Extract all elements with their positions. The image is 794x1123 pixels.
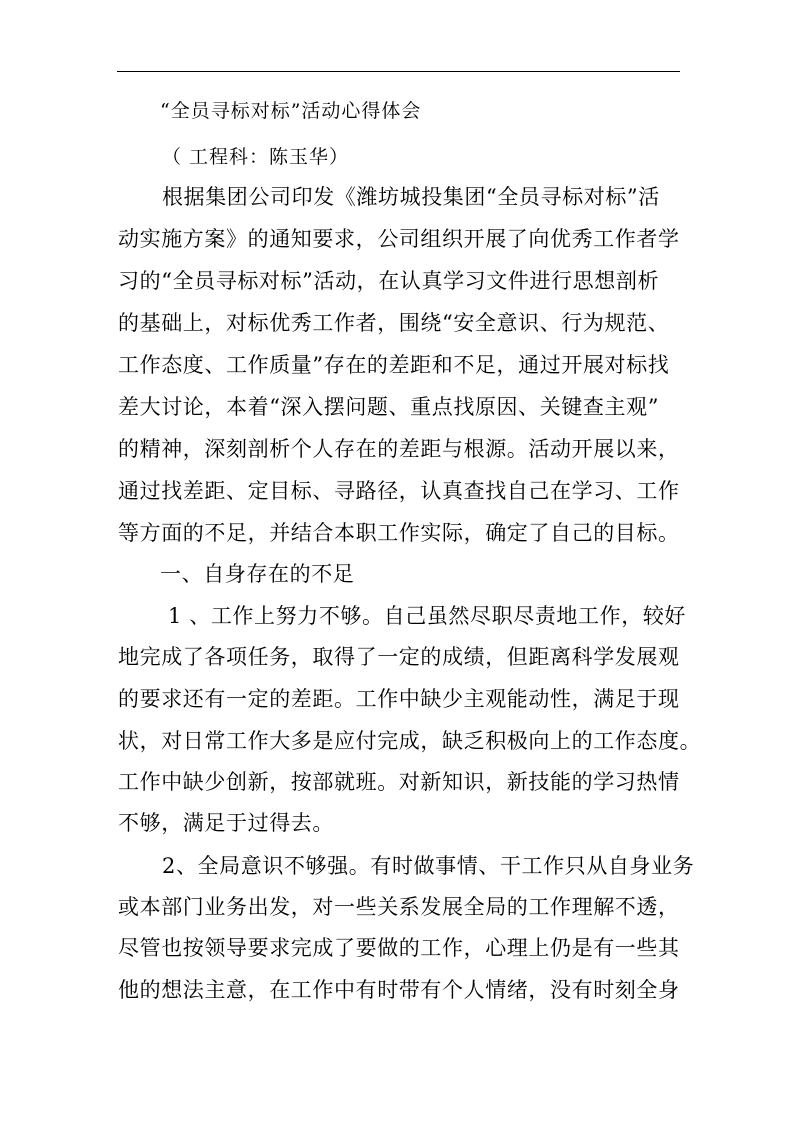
body-line: 的要求还有一定的差距。工作中缺少主观能动性，满足于现 — [118, 687, 680, 711]
body-line: 工作态度、工作质量”存在的差距和不足，通过开展对标找 — [118, 353, 670, 377]
body-line: 动实施方案》的通知要求，公司组织开展了向优秀工作者学 — [118, 227, 680, 251]
body-line: 工作中缺少创新，按部就班。对新知识，新技能的学习热情 — [118, 770, 680, 794]
body-line: 1 、工作上努力不够。自己虽然尽职尽责地工作，较好 — [168, 604, 687, 628]
body-line: 他的想法主意，在工作中有时带有个人情绪，没有时刻全身 — [118, 978, 680, 1002]
section-heading: 一、自身存在的不足 — [160, 562, 355, 586]
body-line: 等方面的不足，并结合本职工作实际，确定了自己的目标。 — [118, 521, 680, 545]
body-line: 不够，满足于过得去。 — [118, 811, 334, 835]
document-author: （ 工程科：陈玉华） — [162, 146, 350, 168]
document-title: “全员寻标对标”活动心得体会 — [160, 100, 422, 122]
header-rule — [117, 71, 680, 72]
body-line: 尽管也按领导要求完成了要做的工作，心理上仍是有一些其 — [118, 936, 680, 960]
body-line: 2、全局意识不够强。有时做事情、干工作只从自身业务 — [162, 854, 695, 878]
body-line: 通过找差距、定目标、寻路径，认真查找自己在学习、工作 — [118, 479, 680, 503]
body-line: 的基础上，对标优秀工作者，围绕“安全意识、行为规范、 — [118, 311, 670, 335]
body-line: 的精神，深刻剖析个人存在的差距与根源。活动开展以来， — [118, 437, 680, 461]
body-line: 或本部门业务出发，对一些关系发展全局的工作理解不透， — [118, 895, 680, 919]
body-line: 地完成了各项任务，取得了一定的成绩，但距离科学发展观 — [118, 645, 680, 669]
body-line: 差大讨论，本着“深入摆问题、重点找原因、关键查主观” — [118, 395, 660, 419]
body-line: 根据集团公司印发《潍坊城投集团“全员寻标对标”活 — [162, 185, 660, 209]
body-line: 状，对日常工作大多是应付完成，缺乏积极向上的工作态度。 — [118, 729, 702, 753]
body-line: 习的“全员寻标对标”活动，在认真学习文件进行思想剖析 — [118, 269, 660, 293]
